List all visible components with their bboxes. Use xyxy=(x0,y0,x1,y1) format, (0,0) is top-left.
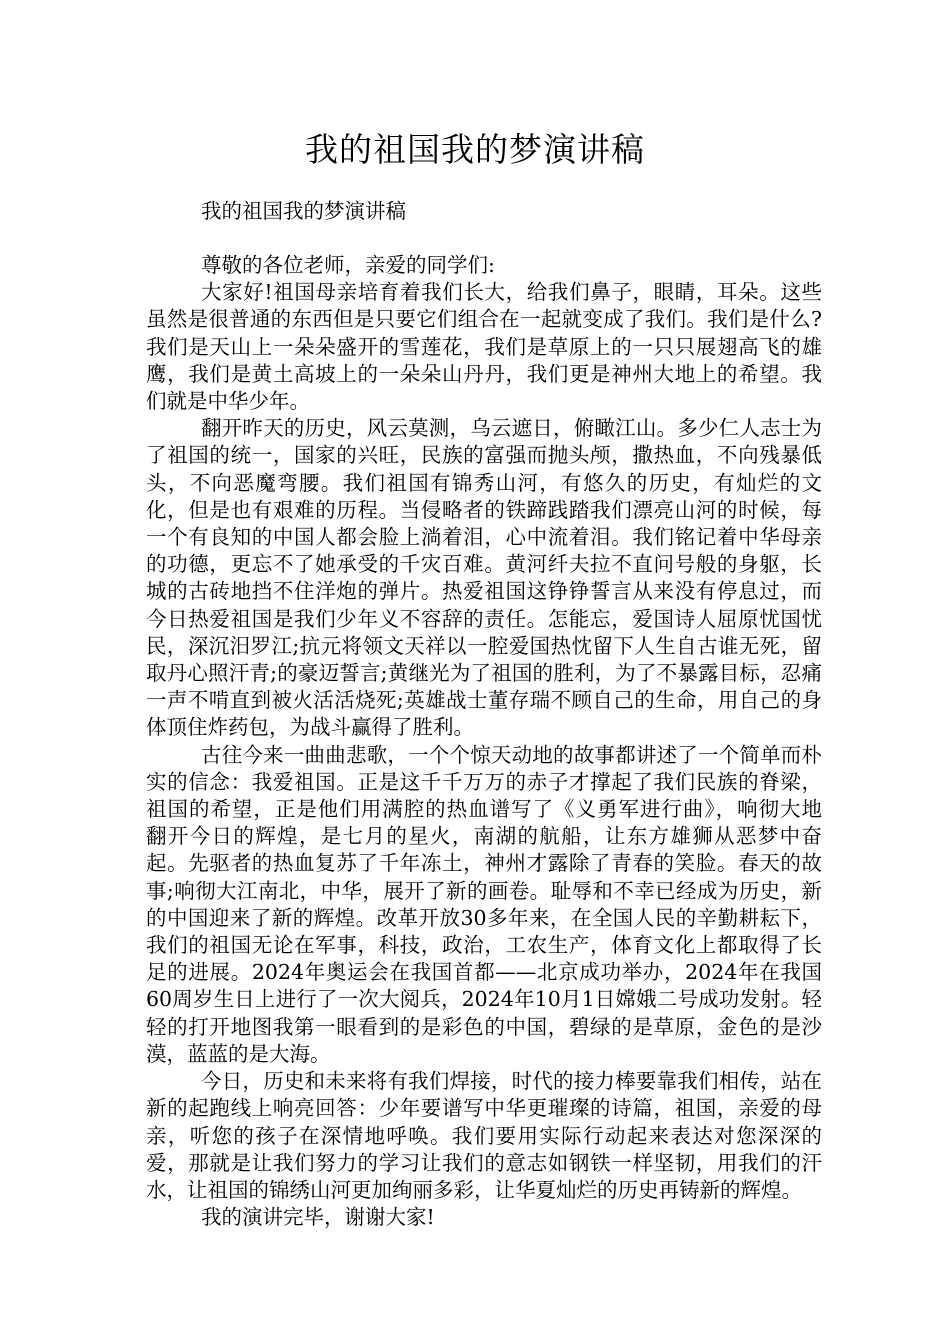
paragraph-4: 今日，历史和未来将有我们焊接，时代的接力棒要靠我们相传，站在新的起跑线上响亮回答：少年要谱写中华更璀璨的诗篇，祖国，亲爱的母亲，听您的孩子在深情地呼唤。我们要用实际行动起来表达对您深深的爱，那就是让我们努力的学习让我们的意志如钢铁一样坚韧，用我们的汗水，让祖国的锦绣山河更加绚丽多彩，让华夏灿烂的历史再铸新的辉煌。 xyxy=(146,1069,822,1202)
paragraph-2: 翻开昨天的历史，风云莫测，乌云遮日，俯瞰江山。多少仁人志士为了祖国的统一，国家的兴旺，民族的富强而抛头颅，撒热血，不向残暴低头，不向恶魔弯腰。我们祖国有锦秀山河，有悠久的历史，有灿烂的文化，但是也有艰难的历程。当侵略者的铁蹄践踏我们漂亮山河的时候，每一个有良知的中国人都会脸上淌着泪，心中流着泪。我们铭记着中华母亲的功德，更忘不了她承受的千灾百难。黄河纤夫拉不直问号般的身躯，长城的古砖地挡不住洋炮的弹片。热爱祖国这铮铮誓言从来没有停息过，而今日热爱祖国是我们少年义不容辞的责任。怎能忘，爱国诗人屈原忧国忧民，深沉汨罗江;抗元将领文天祥以一腔爱国热忱留下人生自古谁无死，留取丹心照汗青;的豪迈誓言;黄继光为了祖国的胜利，为了不暴露目标，忍痛一声不啃直到被火活活烧死;英雄战士董存瑞不顾自己的生命，用自己的身体顶住炸药包，为战斗赢得了胜利。 xyxy=(146,416,822,740)
paragraph-1: 大家好!祖国母亲培育着我们长大，给我们鼻子，眼睛，耳朵。这些虽然是很普通的东西但是只要它们组合在一起就变成了我们。我们是什么?我们是天山上一朵朵盛开的雪莲花，我们是草原上的一只只展翅高飞的雄鹰，我们是黄土高坡上的一朵朵山丹丹，我们更是神州大地上的希望。我们就是中华少年。 xyxy=(146,280,822,414)
document-title: 我的祖国我的梦演讲稿 xyxy=(305,130,645,169)
document-subtitle: 我的祖国我的梦演讲稿 xyxy=(201,199,406,223)
closing-line: 我的演讲完毕，谢谢大家! xyxy=(201,1205,435,1230)
blank-line xyxy=(146,225,822,252)
document-body xyxy=(146,198,863,1231)
salutation: 尊敬的各位老师，亲爱的同学们: xyxy=(201,253,495,277)
paragraph-3: 古往今来一曲曲悲歌，一个个惊天动地的故事都讲述了一个简单而朴实的信念：我爱祖国。正是这千千万万的赤子才撑起了我们民族的脊梁，祖国的希望，正是他们用满腔的热血谱写了《义勇军进行曲》，响彻大地 翻开今日的辉煌，是七月的星火，南湖的航船，让东方雄狮从恶梦中奋起。先驱者的热血复苏了千年冻土，神州才露除了青春的笑脸。春天的故事;响彻大江南北，中华，展开了新的画卷。耻辱和不幸已经成为历史，新的中国迎来了新的辉煌。改革开放30多年来，在全国人民的辛勤耕耘下，我们的祖国无论在军事，科技，政治，工农生产，体育文化上都取得了长足的进展。2024年奥运会在我国首都——北京成功举办，2024年在我国60周岁生日上进行了一次大阅兵，2024年10月1日嫦娥二号成功发射。轻轻的打开地图我第一眼看到的是彩色的中国，碧绿的是草原，金色的是沙漠，蓝蓝的是大海。 xyxy=(146,742,863,1066)
